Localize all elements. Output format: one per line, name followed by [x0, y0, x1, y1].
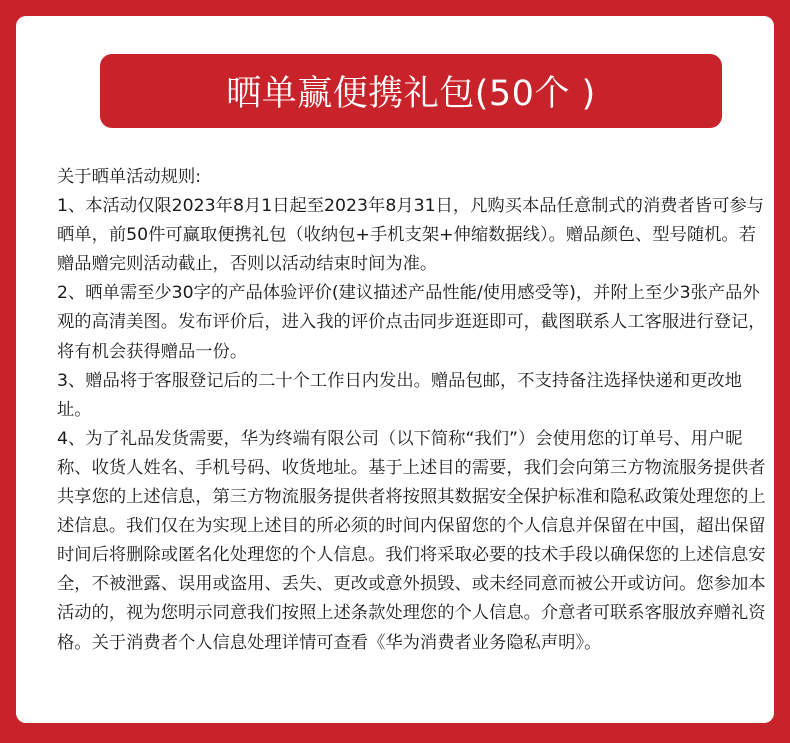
rule-item-1: 1、本活动仅限2023年8月1日起至2023年8月31日，凡购买本品任意制式的消费者皆可参与晒单，前50件可赢取便携礼包（收纳包+手机支架+伸缩数据线）。赠品颜色、型号随机。若赠品赠完则活动截止，否则以活动结束时间为准。 — [57, 196, 764, 275]
rules-card — [16, 16, 774, 723]
page-title: 晒单赢便携礼包(50个 ) — [226, 74, 596, 114]
rules-heading: 关于晒单活动规则: — [57, 167, 202, 187]
title-banner — [100, 54, 722, 128]
rule-item-4: 4、为了礼品发货需要，华为终端有限公司（以下简称“我们”）会使用您的订单号、用户昵称、收货人姓名、手机号码、收货地址。基于上述目的需要，我们会向第三方物流服务提供者共享您的上述信息，第三方物流服务提供者将按照其数据安全保护标准和隐私政策处理您的上述信息。我们仅在为实现上述目的所必须的时间内保留您的个人信息并保留在中国，超出保留时间后将删除或匿名化处理您的个人信息。我们将采取必要的技术手段以确保您的上述信息安全，不被泄露、误用或盗用、丢失、更改或意外损毁、或未经同意而被公开或访问。您参加本活动的，视为您明示同意我们按照上述条款处理您的个人信息。介意者可联系客服放弃赠礼资格。关于消费者个人信息处理详情可查看《华为消费者业务隐私声明》。 — [57, 428, 766, 653]
rules-section — [57, 163, 767, 658]
rule-item-3: 3、赠品将于客服登记后的二十个工作日内发出。赠品包邮，不支持备注选择快递和更改地址。 — [57, 370, 742, 420]
rule-item-2: 2、晒单需至少30字的产品体验评价(建议描述产品性能/使用感受等)，并附上至少3张产品外观的高清美图。发布评价后，进入我的评价点击同步逛逛即可，截图联系人工客服进行登记，将有机会获得赠品一份。 — [57, 283, 766, 362]
